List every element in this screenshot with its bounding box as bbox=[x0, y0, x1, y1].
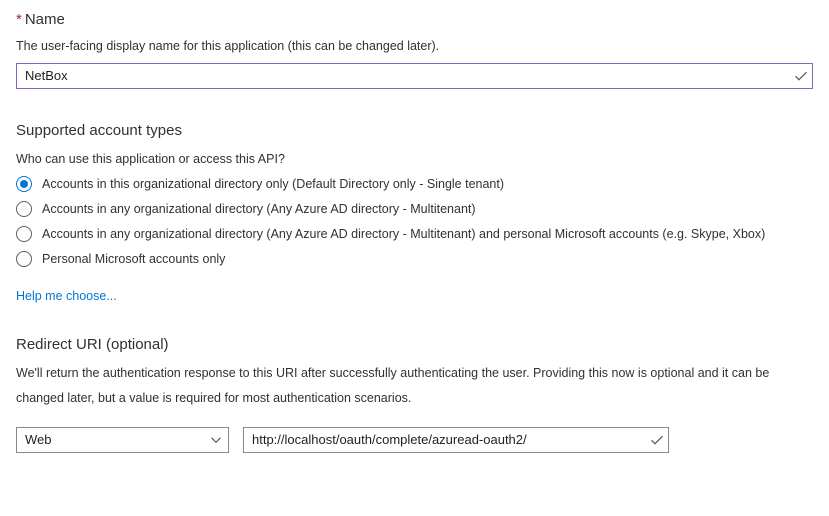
name-label-text: Name bbox=[24, 11, 65, 28]
radio-button-icon[interactable] bbox=[16, 251, 32, 267]
redirect-uri-input-wrapper[interactable] bbox=[243, 427, 669, 453]
supported-account-types-heading: Supported account types bbox=[16, 122, 182, 139]
radio-personal-only[interactable] bbox=[16, 251, 813, 267]
name-label bbox=[16, 10, 813, 30]
platform-select[interactable] bbox=[16, 427, 229, 453]
radio-label: Personal Microsoft accounts only bbox=[42, 252, 226, 266]
radio-button-icon[interactable] bbox=[16, 201, 32, 217]
redirect-uri-row bbox=[16, 427, 813, 453]
platform-select-value: Web bbox=[25, 432, 52, 447]
redirect-uri-helper-line1: We'll return the authentication response to this URI after successfully authenticating the user. Providing this now is optional and it can be bbox=[16, 366, 770, 380]
radio-label: Accounts in any organizational directory (Any Azure AD directory - Multitenant) and personal Microsoft accounts (e.g. Skype, Xbox) bbox=[42, 227, 766, 241]
checkmark-icon bbox=[646, 433, 668, 447]
chevron-down-icon[interactable] bbox=[204, 434, 228, 446]
help-me-choose-link[interactable]: Help me choose... bbox=[16, 289, 117, 303]
account-types-helper-text: Who can use this application or access this API? bbox=[16, 152, 285, 166]
radio-button-icon[interactable] bbox=[16, 226, 32, 242]
checkmark-icon bbox=[790, 69, 812, 83]
radio-label: Accounts in this organizational directory only (Default Directory only - Single tenant) bbox=[42, 177, 505, 191]
radio-single-tenant[interactable] bbox=[16, 176, 813, 192]
name-input[interactable] bbox=[17, 64, 790, 88]
radio-multitenant-and-personal[interactable] bbox=[16, 226, 813, 242]
redirect-uri-input[interactable] bbox=[244, 428, 646, 452]
radio-label: Accounts in any organizational directory (Any Azure AD directory - Multitenant) bbox=[42, 202, 476, 216]
redirect-uri-helper-line2: changed later, but a value is required for most authentication scenarios. bbox=[16, 391, 412, 405]
radio-multitenant[interactable] bbox=[16, 201, 813, 217]
radio-button-icon[interactable] bbox=[16, 176, 32, 192]
redirect-uri-section bbox=[16, 335, 813, 453]
name-input-wrapper[interactable] bbox=[16, 63, 813, 89]
name-section bbox=[16, 10, 813, 89]
supported-account-types-section bbox=[16, 121, 813, 303]
redirect-uri-heading: Redirect URI (optional) bbox=[16, 336, 169, 353]
required-indicator: * bbox=[16, 11, 22, 28]
name-helper-text: The user-facing display name for this application (this can be changed later). bbox=[16, 39, 440, 53]
